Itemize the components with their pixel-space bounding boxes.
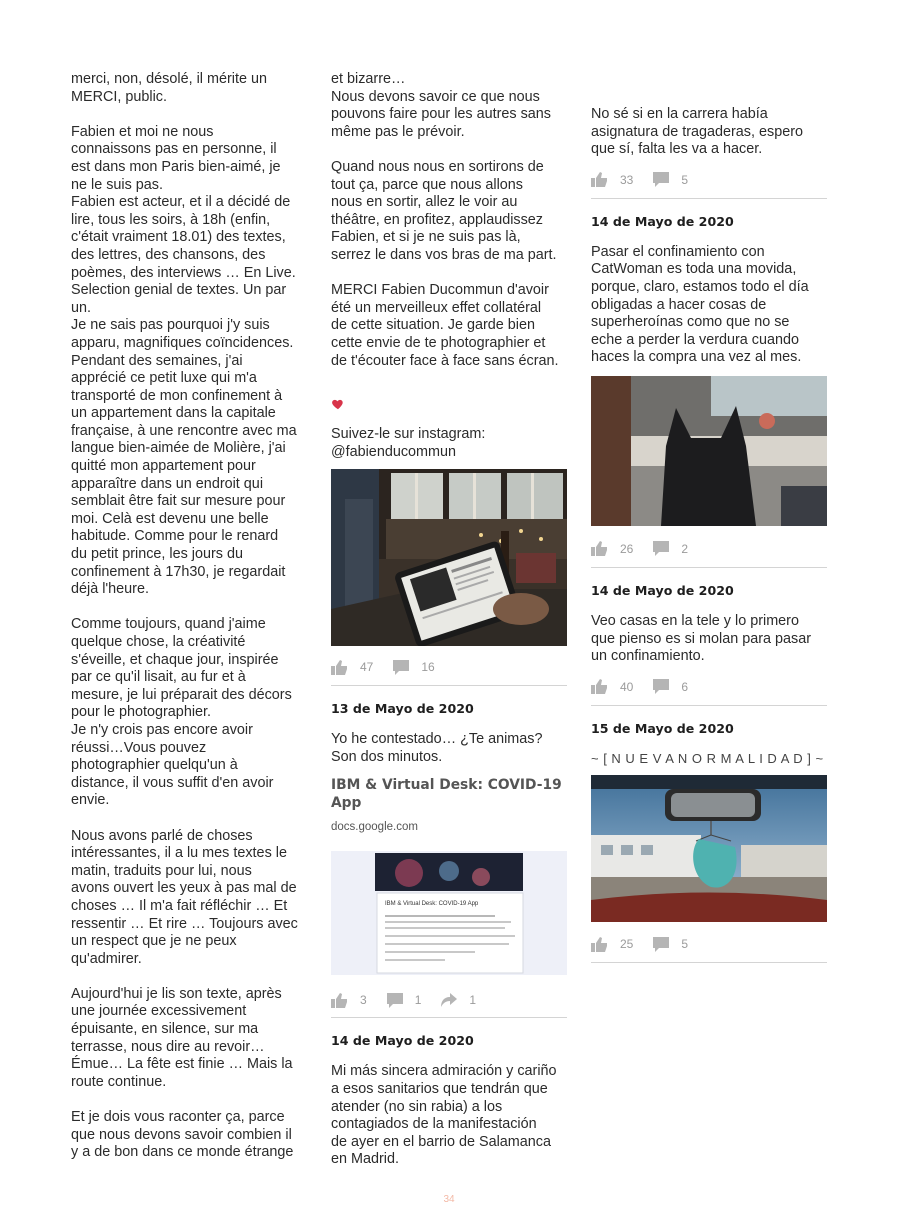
comment-stat[interactable] bbox=[653, 937, 688, 952]
thumbs-up-icon bbox=[591, 679, 608, 694]
post-date: 13 de Mayo de 2020 bbox=[331, 701, 474, 717]
link-title[interactable]: IBM & Virtual Desk: COVID-19 App bbox=[331, 777, 562, 812]
column-2 bbox=[331, 71, 567, 1169]
like-stat[interactable] bbox=[591, 679, 633, 694]
comment-icon bbox=[653, 541, 669, 556]
like-stat[interactable] bbox=[331, 993, 367, 1008]
post-text: Yo he contestado… ¿Te animas? Son dos minutos. bbox=[331, 731, 543, 765]
link-domain: docs.google.com bbox=[331, 821, 418, 834]
post-stats bbox=[591, 171, 827, 189]
thumbs-up-icon bbox=[331, 660, 348, 675]
col1-paragraph-1: merci, non, désolé, il mérite un MERCI, public. bbox=[71, 71, 267, 105]
col1-paragraph-6: Et je dois vous raconter ça, parce que nous devons savoir combien il y a de bon dans ce monde étrange bbox=[71, 1109, 294, 1161]
like-count: 3 bbox=[360, 993, 367, 1008]
post-text: Pasar el confinamiento con CatWoman es toda una movida, porque, claro, estamos todo el día obligadas a hacer cosas de superheroínas como que no se eche a perder la verdura cuando haces la compra una vez al mes. bbox=[591, 243, 809, 366]
comment-count: 5 bbox=[681, 172, 689, 187]
thumbs-up-icon bbox=[331, 993, 348, 1008]
col1-paragraph-5: Aujourd'hui je lis son texte, après une journée excessivement épuisante, en silence, sur ma terrasse, nous dire au revoir… Émue… La fête est finie … Mais la route continue. bbox=[71, 985, 293, 1090]
like-count: 25 bbox=[620, 937, 634, 952]
comment-stat[interactable] bbox=[387, 993, 422, 1008]
comment-stat[interactable] bbox=[393, 660, 434, 675]
post-stats bbox=[591, 678, 827, 696]
post-text: Veo casas en la tele y lo primero que pienso es si molan para pasar un confinamiento. bbox=[591, 612, 811, 665]
share-count: 1 bbox=[469, 993, 477, 1008]
like-count: 47 bbox=[360, 660, 374, 675]
post-date: 14 de Mayo de 2020 bbox=[591, 582, 734, 598]
comment-stat[interactable] bbox=[653, 172, 688, 187]
column-3 bbox=[591, 106, 827, 963]
virus-banner-graphic bbox=[331, 851, 567, 975]
cat-photo bbox=[591, 376, 827, 526]
page-number: 34 bbox=[443, 1194, 455, 1205]
mask-mirror-photo bbox=[591, 775, 827, 922]
divider bbox=[591, 962, 827, 963]
comment-stat[interactable] bbox=[653, 679, 688, 694]
thumbs-up-icon bbox=[591, 937, 608, 952]
post-text: No sé si en la carrera había asignatura de tragaderas, espero que sí, falta les va a hacer. bbox=[591, 106, 804, 158]
thumbs-up-icon bbox=[591, 541, 608, 556]
like-count: 33 bbox=[620, 172, 634, 187]
post-date: 14 de Mayo de 2020 bbox=[591, 213, 734, 229]
column-1 bbox=[71, 71, 309, 1162]
col2-paragraph-2: Quand nous nous en sortirons de tout ça, parce que nous allons nous en sortir, allez le voir au théâtre, en profitez, applaudissez Fabien, et si je ne suis pas là, serrez le dans vos bras de ma part. bbox=[331, 158, 557, 263]
like-stat[interactable] bbox=[591, 172, 633, 187]
col2-paragraph-4: Suivez-le sur instagram: @fabienducommun bbox=[331, 426, 486, 460]
like-stat[interactable] bbox=[591, 937, 633, 952]
share-icon bbox=[441, 993, 457, 1008]
comment-count: 5 bbox=[681, 937, 689, 952]
comment-icon bbox=[393, 660, 409, 675]
link-preview-image[interactable] bbox=[331, 851, 567, 975]
like-stat[interactable] bbox=[331, 660, 373, 675]
post-text: Mi más sincera admiración y cariño a esos sanitarios que tendrán que atender (no sin rabia) a los contagiados de la manifestación de ayer en el barrio de Salamanca en Madrid. bbox=[331, 1063, 557, 1168]
share-stat[interactable] bbox=[441, 993, 476, 1008]
comment-icon bbox=[387, 993, 403, 1008]
col2-paragraph-1: et bizarre… Nous devons savoir ce que nous pouvons faire pour les autres sans même pas le prévoir. bbox=[331, 71, 551, 140]
heart-icon bbox=[331, 397, 345, 411]
tablet-balcony-photo bbox=[331, 469, 567, 646]
comment-count: 16 bbox=[421, 660, 435, 675]
post-stats bbox=[591, 540, 827, 558]
like-stat[interactable] bbox=[591, 541, 633, 556]
comment-stat[interactable] bbox=[653, 541, 688, 556]
comment-count: 1 bbox=[414, 993, 422, 1008]
comment-count: 6 bbox=[681, 679, 689, 694]
col2-paragraph-3: MERCI Fabien Ducommun d'avoir été un merveilleux effet collatéral de cette situation. Je garde bien cette envie de te photographier et de t'écouter face à face sans écran. bbox=[331, 282, 559, 369]
like-count: 26 bbox=[620, 541, 634, 556]
col1-paragraph-3: Comme toujours, quand j'aime quelque chose, la créativité s'éveille, et chaque jour, inspirée par ce qu'il lisait, au fur et à mesure, je lui préparait des décors pour le photographier. Je n'y crois pas encore avoir réussi…Vous pouvez photographier quelqu'un à distance, il vous suffit d'en avoir envie. bbox=[71, 616, 292, 809]
post-date: 14 de Mayo de 2020 bbox=[331, 1033, 474, 1049]
post-stats bbox=[591, 935, 827, 953]
comment-count: 2 bbox=[681, 541, 689, 556]
thumbs-up-icon bbox=[591, 172, 608, 187]
col1-paragraph-2: Fabien et moi ne nous connaissons pas en personne, il est dans mon Paris bien-aimé, je ne le suis pas. Fabien est acteur, et il a décidé de lire, tous les soirs, à 18h (enfin, c'était vraiment 18.01) des textes, des lettres, des chansons, des poèmes, des interviews … En Live. Selection genial de textes. Un par un. Je ne sais pas pourquoi j'y suis apparu, magnifiques coïncidences. Pendant des semaines, j'ai apprécié ce petit luxe qui m'a transporté de mon confinement à un appartement dans la capitale française, à une rencontre avec ma langue bien-aimée de Molière, j'ai quitté mon appartement pour apparaître dans un endroit qui semblait être fait sur mesure pour moi. Celà est devenu une belle habitude. Comme pour le renard du petit prince, les jours du confinement à 17h30, je regardait déjà l'heure. bbox=[71, 123, 297, 598]
comment-icon bbox=[653, 937, 669, 952]
col1-paragraph-4: Nous avons parlé de choses intéressantes, il a lu mes textes le matin, traduits pour lui, nous avons ouvert les yeux à pas mal de choses … Il m'a fait réfléchir … Et ressentir … Et rire … Toujours avec un respect que je ne peux qu'admirer. bbox=[71, 827, 298, 967]
post-1-stats bbox=[331, 658, 567, 676]
comment-icon bbox=[653, 172, 669, 187]
like-count: 40 bbox=[620, 679, 634, 694]
post-text: ~ [ N U E V A N O R M A L I D A D ] ~ bbox=[591, 750, 824, 766]
comment-icon bbox=[653, 679, 669, 694]
post-date: 15 de Mayo de 2020 bbox=[591, 720, 734, 736]
preview-heading: IBM & Virtual Desk: COVID-19 App bbox=[385, 901, 479, 908]
post-2-stats bbox=[331, 991, 567, 1009]
